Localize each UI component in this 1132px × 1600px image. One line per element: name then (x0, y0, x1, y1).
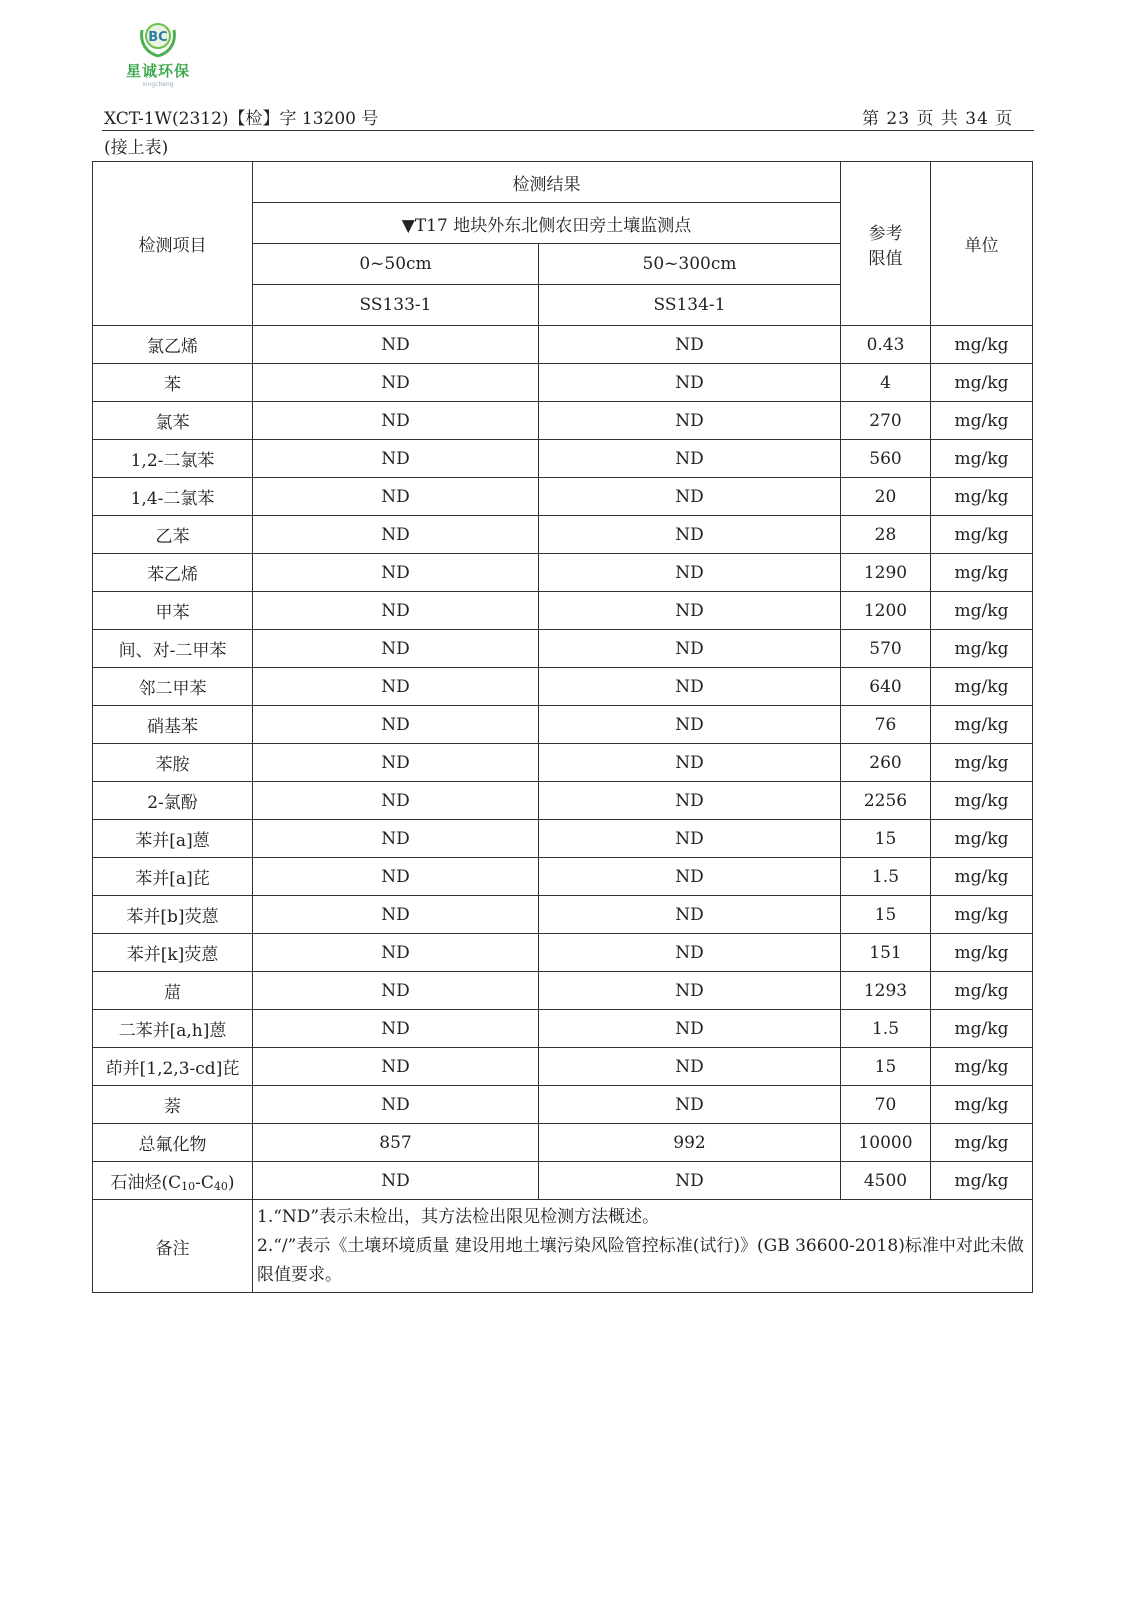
cell-item: 苯并[a]蒽 (93, 820, 253, 858)
table-row (93, 592, 1033, 630)
cell-value-1: 857 (253, 1124, 539, 1162)
cell-reference-limit: 270 (841, 402, 931, 440)
cell-unit: mg/kg (931, 744, 1033, 782)
cell-reference-limit: 15 (841, 820, 931, 858)
cell-reference-limit: 640 (841, 668, 931, 706)
cell-item: 邻二甲苯 (93, 668, 253, 706)
table-row (93, 630, 1033, 668)
table-row (93, 782, 1033, 820)
table-row (93, 478, 1033, 516)
cell-item-part: ) (227, 1173, 235, 1193)
cell-reference-limit: 4 (841, 364, 931, 402)
cell-reference-limit: 0.43 (841, 326, 931, 364)
cell-value-1: ND (253, 972, 539, 1010)
cell-item: 苯并[a]芘 (93, 858, 253, 896)
cell-unit: mg/kg (931, 896, 1033, 934)
table-row (93, 1010, 1033, 1048)
cell-reference-limit: 1293 (841, 972, 931, 1010)
cell-unit: mg/kg (931, 782, 1033, 820)
cell-reference-limit: 1.5 (841, 858, 931, 896)
cell-value-2: ND (539, 820, 841, 858)
table-row (93, 668, 1033, 706)
company-logo (113, 18, 203, 90)
cell-reference-limit: 70 (841, 1086, 931, 1124)
table-row (93, 706, 1033, 744)
logo-mark: BC (148, 30, 168, 45)
header-reference-line1: 参考 (868, 223, 903, 244)
cell-reference-limit: 15 (841, 1048, 931, 1086)
cell-reference-limit: 10000 (841, 1124, 931, 1162)
cell-value-2: ND (539, 782, 841, 820)
cell-item: 乙苯 (93, 516, 253, 554)
cell-item: 2-氯酚 (93, 782, 253, 820)
table-row (93, 1124, 1033, 1162)
cell-value-1: ND (253, 554, 539, 592)
cell-value-1: ND (253, 364, 539, 402)
cell-reference-limit: 4500 (841, 1162, 931, 1200)
cell-value-2: ND (539, 592, 841, 630)
cell-value-2: ND (539, 1048, 841, 1086)
cell-unit: mg/kg (931, 592, 1033, 630)
cell-reference-limit: 560 (841, 440, 931, 478)
cell-unit: mg/kg (931, 554, 1033, 592)
cell-value-2: ND (539, 364, 841, 402)
table-row (93, 554, 1033, 592)
cell-reference-limit: 151 (841, 934, 931, 972)
note-1: 1.“ND”表示未检出，其方法检出限见检测方法概述。 (257, 1206, 660, 1227)
cell-value-2: ND (539, 934, 841, 972)
cell-value-1: ND (253, 630, 539, 668)
cell-item: 总氟化物 (93, 1124, 253, 1162)
cell-item: 硝基苯 (93, 706, 253, 744)
cell-item: 二苯并[a,h]蒽 (93, 1010, 253, 1048)
cell-item-part: -C (195, 1173, 214, 1193)
cell-item: 苯胺 (93, 744, 253, 782)
cell-unit: mg/kg (931, 516, 1033, 554)
cell-unit: mg/kg (931, 1010, 1033, 1048)
table-row (93, 364, 1033, 402)
header-row (93, 162, 1033, 203)
header-divider (102, 130, 1034, 131)
header-sample-2: SS134-1 (539, 285, 841, 326)
cell-reference-limit: 28 (841, 516, 931, 554)
report-number: XCT-1W(2312)【检】字 13200 号 (104, 109, 379, 129)
cell-value-1: ND (253, 706, 539, 744)
cell-reference-limit: 76 (841, 706, 931, 744)
cell-value-1: ND (253, 1010, 539, 1048)
cell-item: 䓛 (93, 972, 253, 1010)
cell-item: 甲苯 (93, 592, 253, 630)
cell-value-1: ND (253, 402, 539, 440)
cell-unit: mg/kg (931, 706, 1033, 744)
cell-item: 1,2-二氯苯 (93, 440, 253, 478)
cell-value-2: ND (539, 896, 841, 934)
notes-label: 备注 (93, 1200, 253, 1293)
cell-value-1: ND (253, 668, 539, 706)
cell-unit: mg/kg (931, 364, 1033, 402)
cell-value-1: ND (253, 516, 539, 554)
cell-value-1: ND (253, 1086, 539, 1124)
table-row (93, 858, 1033, 896)
table-row (93, 516, 1033, 554)
table-row (93, 820, 1033, 858)
cell-value-2: ND (539, 858, 841, 896)
cell-value-1: ND (253, 592, 539, 630)
cell-unit: mg/kg (931, 1048, 1033, 1086)
cell-item (93, 1162, 253, 1200)
cell-item: 氯乙烯 (93, 326, 253, 364)
cell-value-1: ND (253, 934, 539, 972)
cell-value-1: ND (253, 744, 539, 782)
header-item: 检测项目 (93, 162, 253, 326)
cell-value-2: ND (539, 554, 841, 592)
cell-reference-limit: 1.5 (841, 1010, 931, 1048)
cell-unit: mg/kg (931, 630, 1033, 668)
cell-value-2: ND (539, 744, 841, 782)
cell-item-part: 40 (213, 1180, 228, 1193)
header-results: 检测结果 (253, 162, 841, 203)
cell-unit: mg/kg (931, 402, 1033, 440)
table-row (93, 934, 1033, 972)
cell-item: 苯并[k]荧蒽 (93, 934, 253, 972)
notes-row (93, 1200, 1033, 1293)
cell-value-1: ND (253, 896, 539, 934)
cell-value-1: ND (253, 440, 539, 478)
cell-reference-limit: 2256 (841, 782, 931, 820)
cell-unit: mg/kg (931, 1162, 1033, 1200)
logo-subtext: xingcheng (142, 81, 174, 88)
cell-reference-limit: 20 (841, 478, 931, 516)
table-row (93, 1048, 1033, 1086)
table-row (93, 972, 1033, 1010)
cell-unit: mg/kg (931, 478, 1033, 516)
page-indicator: 第 23 页 共 34 页 (862, 109, 1014, 129)
cell-unit: mg/kg (931, 440, 1033, 478)
cell-reference-limit: 1200 (841, 592, 931, 630)
cell-unit: mg/kg (931, 326, 1033, 364)
cell-item: 苯 (93, 364, 253, 402)
continuation-label: (接上表) (104, 138, 169, 158)
cell-value-2: 992 (539, 1124, 841, 1162)
cell-unit: mg/kg (931, 858, 1033, 896)
cell-value-1: ND (253, 1162, 539, 1200)
table-row (93, 402, 1033, 440)
table-row (93, 326, 1033, 364)
cell-item-part: 10 (181, 1180, 196, 1193)
cell-value-2: ND (539, 1162, 841, 1200)
header-depth-2: 50~300cm (539, 244, 841, 285)
header-depth-1: 0~50cm (253, 244, 539, 285)
cell-value-1: ND (253, 1048, 539, 1086)
cell-reference-limit: 570 (841, 630, 931, 668)
cell-value-1: ND (253, 858, 539, 896)
cell-value-2: ND (539, 630, 841, 668)
cell-value-2: ND (539, 516, 841, 554)
cell-value-2: ND (539, 1010, 841, 1048)
note-2: 2.“/”表示《土壤环境质量 建设用地土壤污染风险管控标准(试行)》(GB 36600-2018)标准中对此未做限值要求。 (257, 1235, 1024, 1285)
table-row (93, 1162, 1033, 1200)
cell-item: 苯并[b]荧蒽 (93, 896, 253, 934)
logo-emblem-icon (135, 18, 181, 58)
cell-unit: mg/kg (931, 668, 1033, 706)
header-reference-limit (841, 162, 931, 326)
table-row (93, 440, 1033, 478)
cell-value-2: ND (539, 440, 841, 478)
logo-text: 星诚环保 (125, 62, 190, 80)
table-row (93, 896, 1033, 934)
cell-item: 苯乙烯 (93, 554, 253, 592)
table-row (93, 744, 1033, 782)
cell-item: 1,4-二氯苯 (93, 478, 253, 516)
cell-value-2: ND (539, 478, 841, 516)
cell-unit: mg/kg (931, 1086, 1033, 1124)
cell-unit: mg/kg (931, 972, 1033, 1010)
cell-item: 茚并[1,2,3-cd]芘 (93, 1048, 253, 1086)
cell-value-2: ND (539, 706, 841, 744)
cell-reference-limit: 15 (841, 896, 931, 934)
notes-content (253, 1200, 1033, 1293)
header-sample-1: SS133-1 (253, 285, 539, 326)
cell-value-1: ND (253, 820, 539, 858)
cell-reference-limit: 1290 (841, 554, 931, 592)
cell-item: 氯苯 (93, 402, 253, 440)
cell-value-2: ND (539, 402, 841, 440)
cell-unit: mg/kg (931, 934, 1033, 972)
cell-item: 萘 (93, 1086, 253, 1124)
cell-value-1: ND (253, 782, 539, 820)
cell-reference-limit: 260 (841, 744, 931, 782)
cell-item-part: 石油烃(C (110, 1173, 182, 1193)
cell-unit: mg/kg (931, 1124, 1033, 1162)
cell-item: 间、对-二甲苯 (93, 630, 253, 668)
cell-value-2: ND (539, 668, 841, 706)
header-site: ▼T17 地块外东北侧农田旁土壤监测点 (253, 203, 841, 244)
cell-value-1: ND (253, 326, 539, 364)
results-table (92, 161, 1033, 1293)
table-row (93, 1086, 1033, 1124)
cell-unit: mg/kg (931, 820, 1033, 858)
cell-value-2: ND (539, 1086, 841, 1124)
header-reference-line2: 限值 (868, 248, 903, 269)
cell-value-1: ND (253, 478, 539, 516)
cell-value-2: ND (539, 972, 841, 1010)
cell-value-2: ND (539, 326, 841, 364)
header-unit: 单位 (931, 162, 1033, 326)
